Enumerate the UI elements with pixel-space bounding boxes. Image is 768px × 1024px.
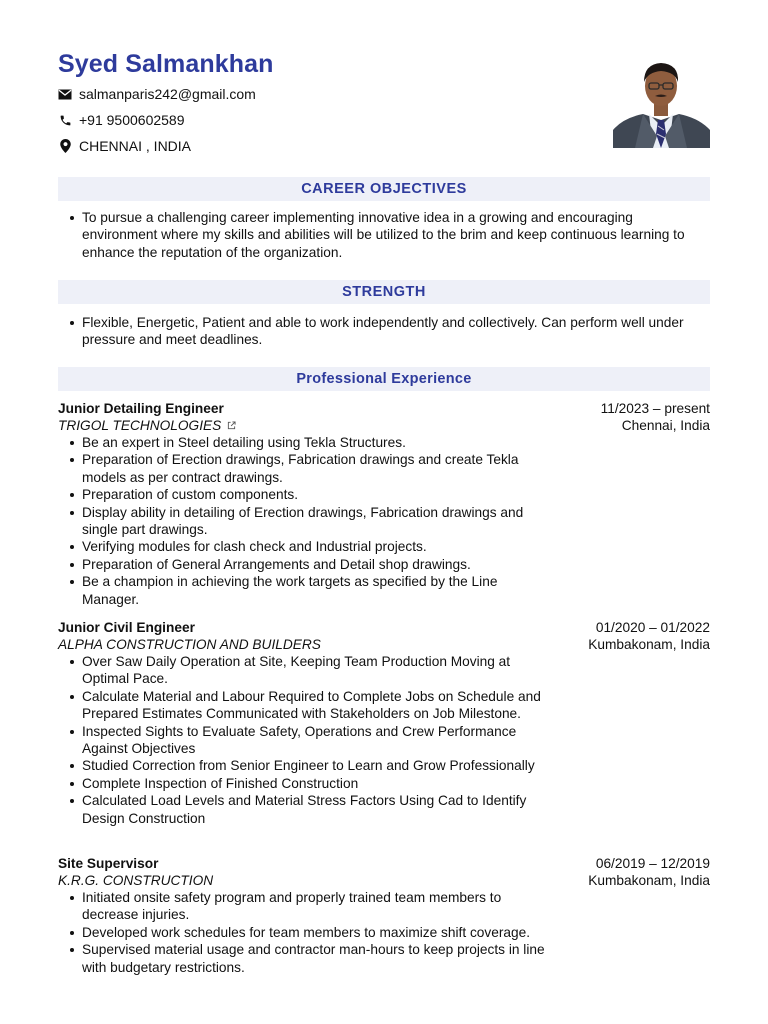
map-pin-icon bbox=[58, 139, 72, 153]
list-item: Be a champion in achieving the work targets as specified by the Line Manager. bbox=[58, 573, 558, 608]
contact-email bbox=[58, 86, 256, 102]
section-heading-professional-experience: Professional Experience bbox=[58, 367, 710, 391]
job-bullets bbox=[58, 889, 558, 976]
list-item: Calculated Load Levels and Material Stress Factors Using Cad to Identify Design Construction bbox=[58, 792, 558, 827]
email-text[interactable]: salmanparis242@gmail.com bbox=[79, 86, 256, 102]
list-item: Developed work schedules for team members to maximize shift coverage. bbox=[58, 924, 558, 941]
envelope-icon bbox=[58, 87, 72, 101]
strength-list bbox=[58, 314, 710, 349]
job-meta bbox=[601, 400, 710, 434]
phone-icon bbox=[58, 113, 72, 127]
list-item: Inspected Sights to Evaluate Safety, Operations and Crew Performance Against Objectives bbox=[58, 723, 558, 758]
external-link-icon[interactable] bbox=[221, 417, 236, 434]
section-heading-strength: STRENGTH bbox=[58, 280, 710, 304]
job-bullets bbox=[58, 653, 558, 827]
job-title: Junior Civil Engineer bbox=[58, 620, 195, 635]
list-item: Complete Inspection of Finished Construction bbox=[58, 775, 558, 792]
company-label[interactable]: TRIGOL TECHNOLOGIES bbox=[58, 418, 222, 433]
list-item: Flexible, Energetic, Patient and able to work independently and collectively. Can perform well under pressure and meet deadlines. bbox=[58, 314, 710, 349]
list-item: To pursue a challenging career implementing innovative idea in a growing and encouraging environment where my skills and abilities will be utilized to the brim and keep continuous learning to enhance the reputation of the organization. bbox=[58, 209, 710, 261]
career-objectives-list bbox=[58, 209, 710, 261]
company-label: ALPHA CONSTRUCTION AND BUILDERS bbox=[58, 637, 321, 652]
job-location: Kumbakonam, India bbox=[588, 873, 710, 888]
contact-location bbox=[58, 138, 191, 154]
job-title: Site Supervisor bbox=[58, 856, 159, 871]
contact-phone bbox=[58, 112, 185, 128]
list-item: Preparation of Erection drawings, Fabrication drawings and create Tekla models as per contract drawings. bbox=[58, 451, 558, 486]
list-item: Display ability in detailing of Erection drawings, Fabrication drawings and single part drawings. bbox=[58, 504, 558, 539]
job-meta bbox=[588, 619, 710, 653]
job-meta bbox=[588, 855, 710, 889]
job-title: Junior Detailing Engineer bbox=[58, 401, 224, 416]
job-location: Chennai, India bbox=[621, 418, 710, 433]
list-item: Supervised material usage and contractor man-hours to keep projects in line with budgetary restrictions. bbox=[58, 941, 558, 976]
job-dates: 11/2023 – present bbox=[600, 401, 710, 416]
list-item: Initiated onsite safety program and properly trained team members to decrease injuries. bbox=[58, 889, 558, 924]
job-entry bbox=[58, 619, 710, 827]
candidate-name: Syed Salmankhan bbox=[58, 50, 274, 78]
job-location: Kumbakonam, India bbox=[588, 637, 710, 652]
job-dates: 01/2020 – 01/2022 bbox=[595, 620, 710, 635]
list-item: Studied Correction from Senior Engineer to Learn and Grow Professionally bbox=[58, 757, 558, 774]
list-item: Preparation of General Arrangements and Detail shop drawings. bbox=[58, 556, 558, 573]
list-item: Preparation of custom components. bbox=[58, 486, 558, 503]
company-label: K.R.G. CONSTRUCTION bbox=[58, 873, 214, 888]
section-heading-career-objectives: CAREER OBJECTIVES bbox=[58, 177, 710, 201]
phone-text[interactable]: +91 9500602589 bbox=[79, 112, 185, 128]
list-item: Be an expert in Steel detailing using Tekla Structures. bbox=[58, 434, 558, 451]
job-entry bbox=[58, 400, 710, 608]
list-item: Over Saw Daily Operation at Site, Keeping Team Production Moving at Optimal Pace. bbox=[58, 653, 558, 688]
job-bullets bbox=[58, 434, 558, 608]
profile-photo bbox=[613, 56, 710, 148]
job-dates: 06/2019 – 12/2019 bbox=[595, 856, 710, 871]
location-text: CHENNAI , INDIA bbox=[79, 138, 192, 154]
list-item: Verifying modules for clash check and Industrial projects. bbox=[58, 538, 558, 555]
job-entry bbox=[58, 855, 710, 976]
list-item: Calculate Material and Labour Required to Complete Jobs on Schedule and Prepared Estimates Communicated with Stakeholders on Job Milestone. bbox=[58, 688, 558, 723]
